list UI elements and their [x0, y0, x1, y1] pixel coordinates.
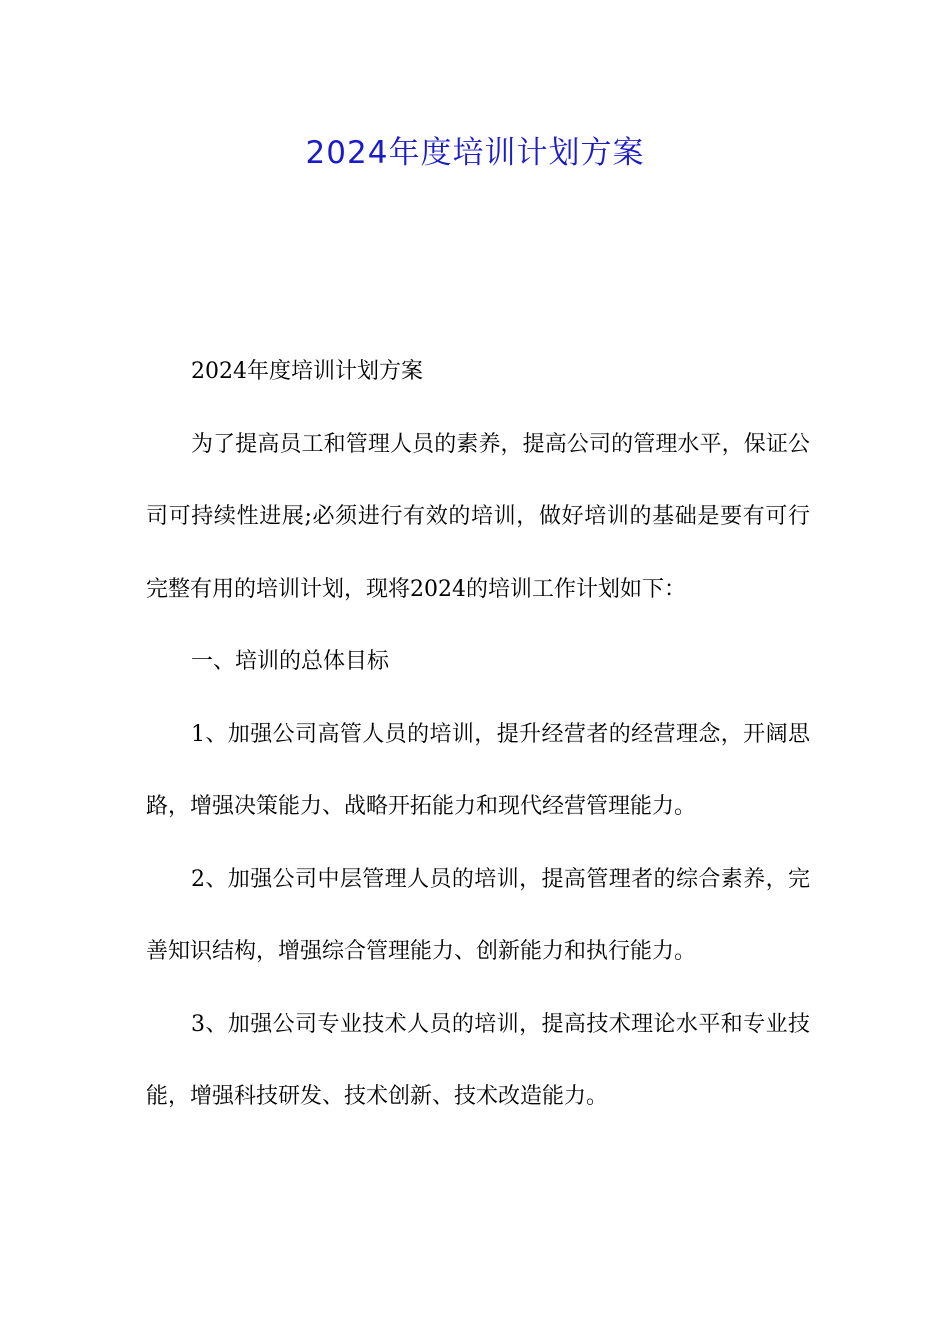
document-title: 2024年度培训计划方案	[305, 135, 645, 171]
paragraph-item-2: 2、加强公司中层管理人员的培训，提高管理者的综合素养，完善知识结构，增强综合管理能力、创新能力和执行能力。	[146, 866, 810, 964]
paragraph-intro: 为了提高员工和管理人员的素养，提高公司的管理水平，保证公司可持续性进展;必须进行有效的培训，做好培训的基础是要有可行完整有用的培训计划，现将2024的培训工作计划如下：	[146, 431, 810, 602]
paragraph-subtitle: 2024年度培训计划方案	[191, 359, 423, 384]
document-body	[146, 336, 810, 1134]
paragraph-item-1: 1、加强公司高管人员的培训，提升经营者的经营理念，开阔思路，增强决策能力、战略开拓能力和现代经营管理能力。	[146, 721, 810, 819]
paragraph-item-3: 3、加强公司专业技术人员的培训，提高技术理论水平和专业技能，增强科技研发、技术创新、技术改造能力。	[146, 1011, 810, 1109]
section-heading-overall-goals: 一、培训的总体目标	[191, 649, 390, 674]
